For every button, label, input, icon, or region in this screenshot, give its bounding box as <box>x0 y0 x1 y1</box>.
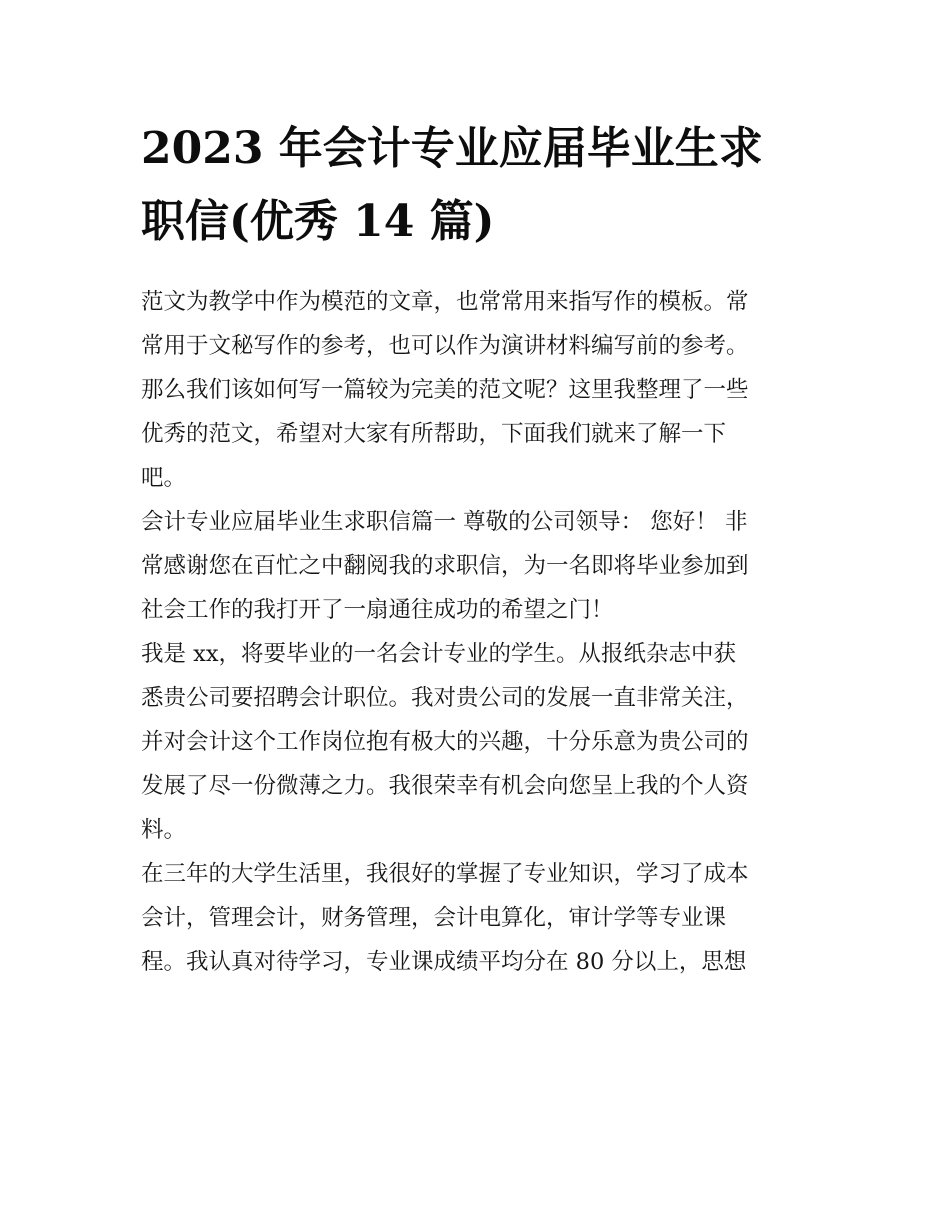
education-paragraph <box>141 852 813 984</box>
text-line: 会计，管理会计，财务管理，会计电算化，审计学等专业课 <box>141 905 727 931</box>
title-line: 职信(优秀 14 篇) <box>141 196 495 247</box>
text-line: 并对会计这个工作岗位抱有极大的兴趣，十分乐意为贵公司的 <box>141 729 749 755</box>
text-line: 悉贵公司要招聘会计职位。我对贵公司的发展一直非常关注， <box>141 685 749 711</box>
text-line: 程。我认真对待学习，专业课成绩平均分在 80 分以上，思想 <box>141 949 747 975</box>
text-line: 发展了尽一份微薄之力。我很荣幸有机会向您呈上我的个人资 <box>141 773 749 799</box>
text-line: 我是 xx，将要毕业的一名会计专业的学生。从报纸杂志中获 <box>141 641 737 667</box>
text-line: 范文为教学中作为模范的文章，也常常用来指写作的模板。常 <box>141 289 749 315</box>
letter-greeting-paragraph <box>141 500 813 632</box>
text-line: 社会工作的我打开了一扇通往成功的希望之门！ <box>141 597 614 623</box>
document-body <box>141 280 813 984</box>
text-line: 料。 <box>141 817 187 843</box>
text-line: 吧。 <box>141 465 187 491</box>
self-introduction-paragraph <box>141 632 813 852</box>
text-line: 常感谢您在百忙之中翻阅我的求职信，为一名即将毕业参加到 <box>141 553 749 579</box>
intro-paragraph <box>141 280 813 500</box>
text-line: 那么我们该如何写一篇较为完美的范文呢？这里我整理了一些 <box>141 377 749 403</box>
text-line: 在三年的大学生活里，我很好的掌握了专业知识，学习了成本 <box>141 861 749 887</box>
document-title <box>141 112 813 258</box>
text-line: 会计专业应届毕业生求职信篇一 尊敬的公司领导： 您好！ 非 <box>141 509 748 535</box>
text-line: 常用于文秘写作的参考，也可以作为演讲材料编写前的参考。 <box>141 333 749 359</box>
text-line: 优秀的范文，希望对大家有所帮助，下面我们就来了解一下 <box>141 421 727 447</box>
document-content <box>141 112 813 984</box>
title-line: 2023 年会计专业应届毕业生求 <box>141 123 763 174</box>
